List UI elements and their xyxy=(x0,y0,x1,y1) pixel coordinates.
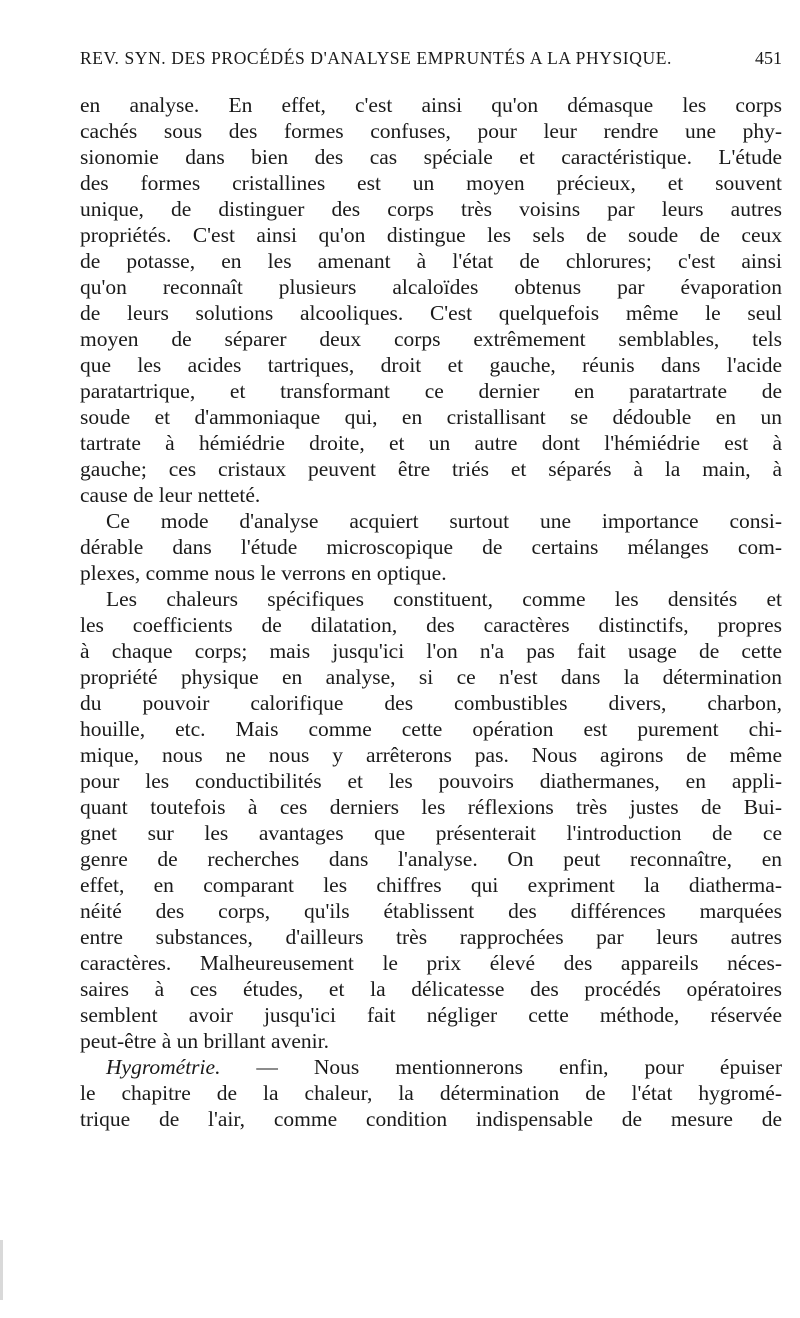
text-line: gnet sur les avantages que présenterait l'introduction de ce xyxy=(80,821,782,845)
text-line: qu'on reconnaît plusieurs alcaloïdes obtenus par évaporation xyxy=(80,275,782,299)
text-line: le chapitre de la chaleur, la détermination de l'état hygromé- xyxy=(80,1081,782,1105)
text-line: mique, nous ne nous y arrêterons pas. Nous agirons de même xyxy=(80,743,782,767)
section-hygrometrie-line xyxy=(80,1054,782,1080)
page-edge-shadow xyxy=(0,1240,3,1300)
text-line: des formes cristallines est un moyen précieux, et souvent xyxy=(80,171,782,195)
text-line: pour les conductibilités et les pouvoirs diathermanes, en appli- xyxy=(80,769,782,793)
text-line: du pouvoir calorifique des combustibles divers, charbon, xyxy=(80,691,782,715)
text-line: paratartrique, et transformant ce dernier en paratartrate de xyxy=(80,379,782,403)
text-line: quant toutefois à ces derniers les réflexions très justes de Bui- xyxy=(80,795,782,819)
text-line: propriétés. C'est ainsi qu'on distingue les sels de soude de ceux xyxy=(80,223,782,247)
text-line: effet, en comparant les chiffres qui expriment la diatherma- xyxy=(80,873,782,897)
text-line: genre de recherches dans l'analyse. On peut reconnaître, en xyxy=(80,847,782,871)
text-line: caractères. Malheureusement le prix élevé des appareils néces- xyxy=(80,951,782,975)
text-line: saires à ces études, et la délicatesse des procédés opératoires xyxy=(80,977,782,1001)
text-line: plexes, comme nous le verrons en optique. xyxy=(80,561,447,585)
text-line: en analyse. En effet, c'est ainsi qu'on démasque les corps xyxy=(80,93,782,117)
page-number: 451 xyxy=(755,48,782,68)
text-line: sionomie dans bien des cas spéciale et caractéristique. L'étude xyxy=(80,145,782,169)
section-term: Hygrométrie. xyxy=(106,1055,221,1079)
text-line: trique de l'air, comme condition indispensable de mesure de xyxy=(80,1107,782,1131)
text-line: que les acides tartriques, droit et gauche, réunis dans l'acide xyxy=(80,353,782,377)
text-line: néité des corps, qu'ils établissent des différences marquées xyxy=(80,899,782,923)
section-text: — Nous mentionnerons enfin, pour épuiser xyxy=(220,1055,782,1079)
text-line: cachés sous des formes confuses, pour leur rendre une phy- xyxy=(80,119,782,143)
text-line: à chaque corps; mais jusqu'ici l'on n'a pas fait usage de cette xyxy=(80,639,782,663)
text-line: tartrate à hémiédrie droite, et un autre dont l'hémiédrie est à xyxy=(80,431,782,455)
text-line: peut-être à un brillant avenir. xyxy=(80,1029,329,1053)
text-line: Les chaleurs spécifiques constituent, comme les densités et xyxy=(106,587,782,611)
text-line: moyen de séparer deux corps extrêmement semblables, tels xyxy=(80,327,782,351)
text-line: propriété physique en analyse, si ce n'est dans la détermination xyxy=(80,665,782,689)
text-line: les coefficients de dilatation, des caractères distinctifs, propres xyxy=(80,613,782,637)
text-line: dérable dans l'étude microscopique de certains mélanges com- xyxy=(80,535,782,559)
running-head xyxy=(80,48,782,78)
text-line: houille, etc. Mais comme cette opération est purement chi- xyxy=(80,717,782,741)
text-line: semblent avoir jusqu'ici fait négliger cette méthode, réservée xyxy=(80,1003,782,1027)
text-line: Ce mode d'analyse acquiert surtout une importance consi- xyxy=(106,509,782,533)
running-title: REV. SYN. DES PROCÉDÉS D'ANALYSE EMPRUNTÉS A LA PHYSIQUE. xyxy=(80,48,672,68)
body-text xyxy=(80,92,782,1132)
text-line: gauche; ces cristaux peuvent être triés et séparés à la main, à xyxy=(80,457,782,481)
text-line: de leurs solutions alcooliques. C'est quelquefois même le seul xyxy=(80,301,782,325)
text-line: unique, de distinguer des corps très voisins par leurs autres xyxy=(80,197,782,221)
text-line: cause de leur netteté. xyxy=(80,483,261,507)
text-line: entre substances, d'ailleurs très rapprochées par leurs autres xyxy=(80,925,782,949)
text-line: soude et d'ammoniaque qui, en cristallisant se dédouble en un xyxy=(80,405,782,429)
text-line: de potasse, en les amenant à l'état de chlorures; c'est ainsi xyxy=(80,249,782,273)
